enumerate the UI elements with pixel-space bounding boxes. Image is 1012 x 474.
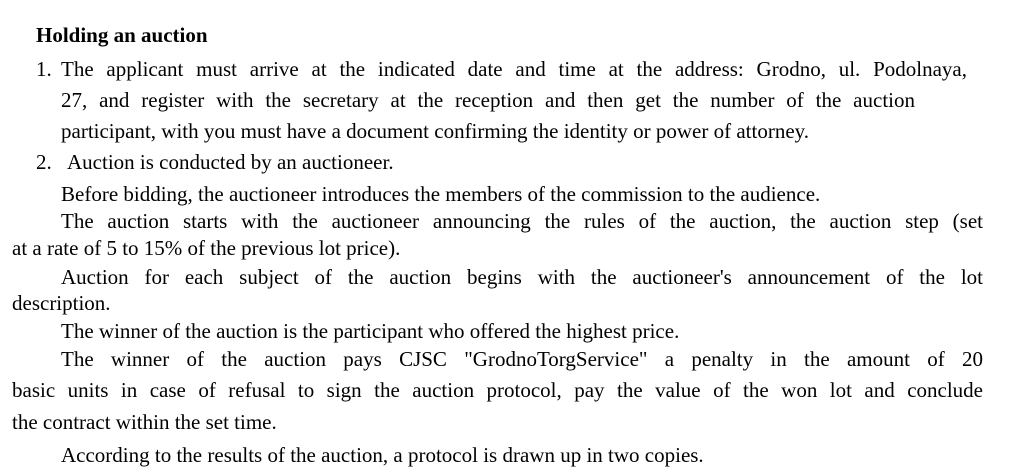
paragraph-lot-line-1: Auction for each subject of the auction begins with the auctioneer's announcement of the lot: [61, 265, 983, 289]
paragraph-commission: Before bidding, the auctioneer introduces the members of the commission to the audience.: [61, 182, 821, 206]
paragraph-rules-line-2: at a rate of 5 to 15% of the previous lot price).: [12, 236, 401, 260]
list-item-2-number: 2.: [36, 150, 52, 174]
paragraph-penalty-line-3: the contract within the set time.: [12, 410, 277, 434]
paragraph-protocol: According to the results of the auction, a protocol is drawn up in two copies.: [61, 443, 704, 467]
paragraph-penalty-line-2: basic units in case of refusal to sign the auction protocol, pay the value of the won lot and conclude: [12, 378, 983, 402]
paragraph-winner: The winner of the auction is the participant who offered the highest price.: [61, 319, 680, 343]
paragraph-rules-line-1: The auction starts with the auctioneer announcing the rules of the auction, the auction step (set: [61, 209, 983, 233]
list-item-1-number: 1.: [36, 57, 52, 81]
paragraph-lot-line-2: description.: [12, 291, 111, 315]
list-item-1-line-1: The applicant must arrive at the indicated date and time at the address: Grodno, ul. Podolnaya,: [61, 57, 967, 81]
list-item-2-text: Auction is conducted by an auctioneer.: [67, 150, 394, 174]
list-item-1-line-2: 27, and register with the secretary at the reception and then get the number of the auction: [61, 88, 915, 112]
document-heading: Holding an auction: [36, 23, 208, 47]
paragraph-penalty-line-1: The winner of the auction pays CJSC "GrodnoTorgService" a penalty in the amount of 20: [61, 347, 983, 371]
list-item-1-line-3: participant, with you must have a document confirming the identity or power of attorney.: [61, 119, 810, 143]
